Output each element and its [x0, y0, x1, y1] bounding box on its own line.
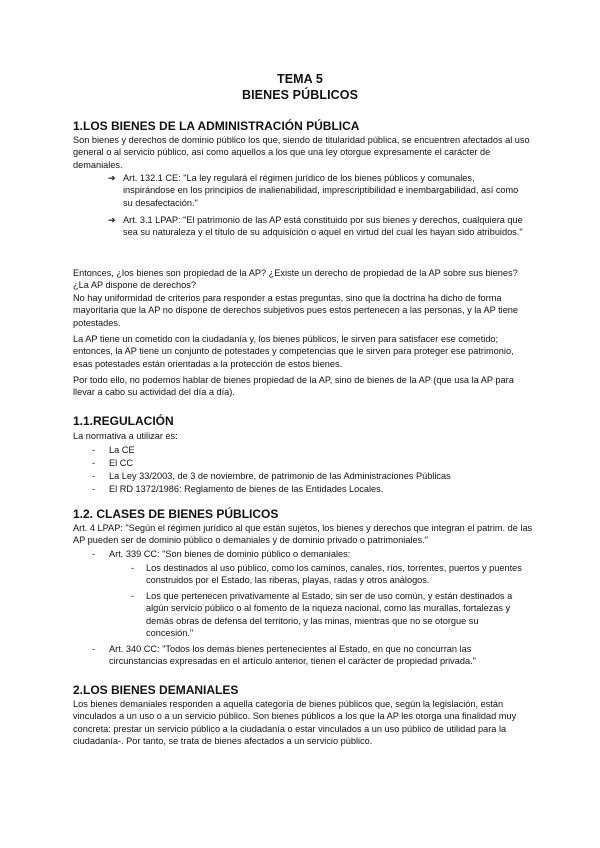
- art-339-cc: Art. 339 CC: "Son bienes de dominio público o demaniales:: [109, 549, 351, 559]
- section-1-heading: 1.LOS BIENES DE LA ADMINISTRACIÓN PÚBLICA: [73, 119, 360, 133]
- list-dash: -: [92, 471, 96, 481]
- paragraph-conclusion: Por todo ello, no podemos hablar de bienes propiedad de la AP, sino de bienes de la AP (que usa la AP para llevar a cabo su actividad del día a día).: [73, 375, 514, 398]
- section-2-heading: 2.LOS BIENES DEMANIALES: [73, 683, 239, 697]
- list-dash: -: [131, 563, 135, 573]
- arrow-bullet-icon: ➔: [108, 215, 116, 225]
- paragraph-cometido: La AP tiene un cometido con la ciudadanía y, los bienes públicos, le sirven para satisfacer ese cometido; entonces, la AP tiene un conjunto de potestades y competencias que le sirven para proteger ese patrimonio, esas potestades están orientadas a la protección de estos bienes.: [73, 334, 514, 369]
- list-dash: -: [92, 549, 96, 559]
- art-340-cc: Art. 340 CC: "Todos los demás bienes pertenecientes al Estado, en que no concurran las circunstancias expresadas en el artículo anterior, tienen el carácter de propiedad privada.": [109, 644, 476, 667]
- section-1-2-intro: Art. 4 LPAP: "Según el régimen jurídico al que están sujetos, los bienes y derechos que integran el patrim. de las AP pueden ser de dominio público o demaniales y de dominio privado o patrimoniales.": [73, 523, 533, 546]
- paragraph-doctrine: No hay uniformidad de criterios para responder a estas preguntas, sino que la doctrina ha dicho de forma mayoritaria que la AP no dispone de derechos subjetivos pues estos pertenecen a las personas, y la AP tiene potestades.: [73, 293, 519, 328]
- doc-title-line2: BIENES PÚBLICOS: [241, 88, 359, 102]
- quote-art-132-ce: Art. 132.1 CE: "La ley regulará el régimen jurídico de los bienes públicos y comunales, inspirándose en los principios de inalienabilidad, imprescriptibilidad e inembargabilidad, así como su desafectación.": [123, 173, 519, 208]
- list-dash: -: [92, 484, 96, 494]
- list-dash: -: [92, 445, 96, 455]
- paragraph-questions: Entonces, ¿los bienes son propiedad de la AP? ¿Existe un derecho de propiedad de la AP sobre sus bienes? ¿La AP dispone de derechos?: [73, 268, 518, 291]
- list-dash: -: [131, 591, 135, 601]
- list-dash: -: [92, 644, 96, 654]
- arrow-bullet-icon: ➔: [108, 173, 116, 183]
- list-item: El CC: [109, 458, 133, 468]
- section-1-intro: Son bienes y derechos de dominio público los que, siendo de titularidad pública, se encuentren afectados al uso general o al servicio público, así como aquellos a los que una ley otorgue expresamente el carácter de demaniales.: [73, 135, 530, 170]
- quote-art-3-lpap: Art. 3.1 LPAP: "El patrimonio de las AP está constituido por sus bienes y derechos, cualquiera que sea su naturaleza y el título de su adquisición o aquel en virtud del cual les hayan sido atribuidos.": [123, 215, 523, 238]
- section-1-2-heading: 1.2. CLASES DE BIENES PÚBLICOS: [73, 507, 279, 521]
- list-item: La Ley 33/2003, de 3 de noviembre, de patrimonio de las Administraciones Públicas: [109, 471, 451, 481]
- section-1-1-heading: 1.1.REGULACIÓN: [73, 414, 174, 428]
- section-1-1-intro: La normativa a utilizar es:: [73, 431, 178, 441]
- list-item: La CE: [109, 445, 135, 455]
- list-item: El RD 1372/1986: Reglamento de bienes de las Entidades Locales.: [109, 484, 384, 494]
- list-dash: -: [92, 458, 96, 468]
- doc-title-line1: TEMA 5: [277, 72, 323, 86]
- art-339-uso-publico: Los destinados al uso público, como los caminos, canales, ríos, torrentes, puertos y puentes construidos por el Estado, las riberas, playas, radas y otros análogos.: [146, 563, 522, 586]
- section-2-paragraph: Los bienes demaniales responden a aquella categoría de bienes públicos que, según la legislación, están vinculados a un uso o a un servicio público. Son bienes públicos a los que la AP les otorga una finalidad muy concreta: prestar un servicio público a la ciudadanía o estar vinculados a un uso público de utilidad para la ciudadanía-. Por tanto, se trata de bienes afectados a un servicio público.: [73, 699, 517, 747]
- art-339-servicio-publico: Los que pertenecen privativamente al Estado, sin ser de uso común, y están destinados a algún servicio público o al fomento de la riqueza nacional, como las murallas, fortalezas y demás obras de defensa del territorio, y las minas, mientras que no se otorgue su concesión.": [146, 591, 513, 639]
